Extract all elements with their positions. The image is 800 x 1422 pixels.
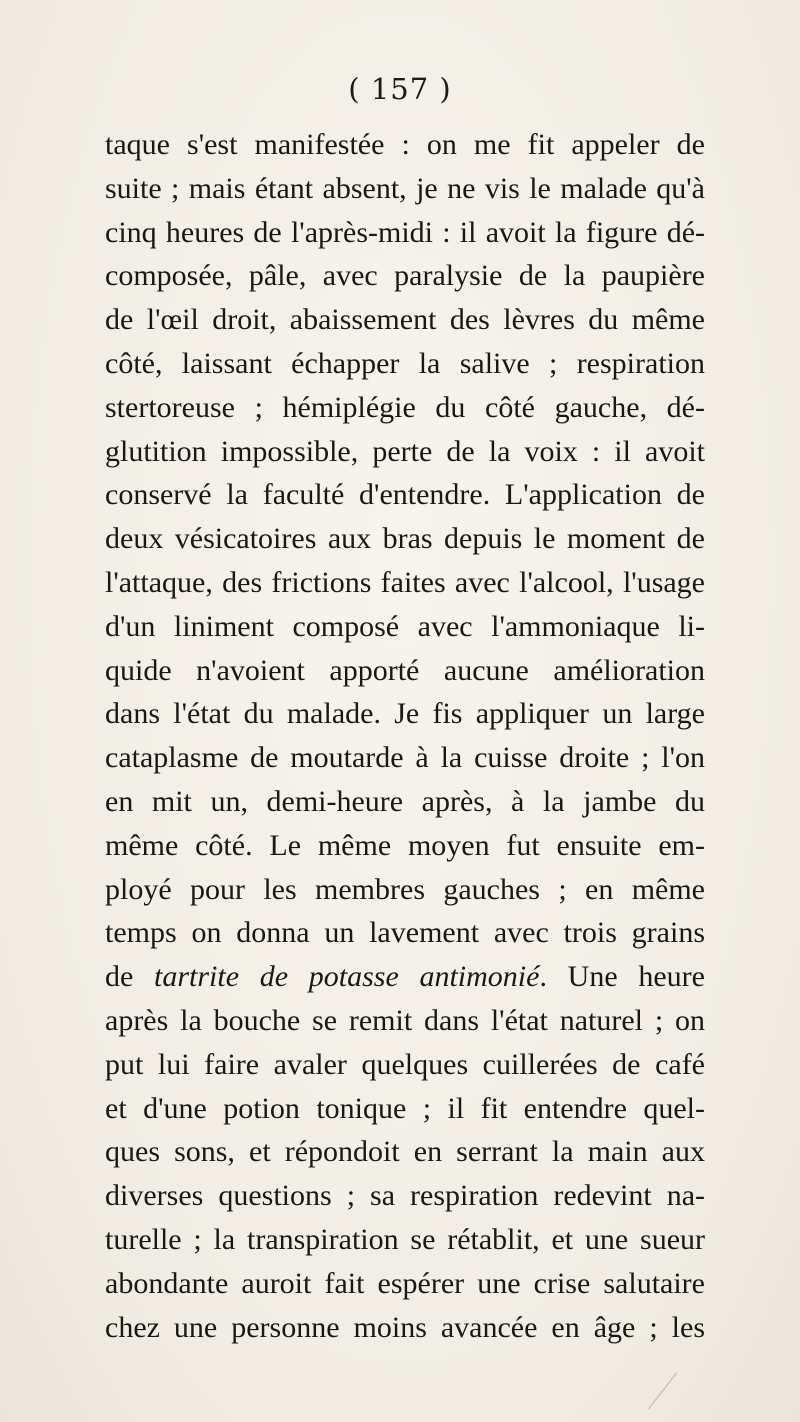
text-line: abondante auroit fait espérer une crise salutaire [105,1266,705,1300]
text-line: dans l'état du malade. Je fis appliquer un large [105,697,705,731]
text-line: put lui faire avaler quelques cuillerées de café [105,1047,705,1081]
line-suffix: . Une heure [539,960,705,994]
stray-pen-mark [648,1373,677,1410]
text-line: ployé pour les membres gauches ; en même [105,872,705,906]
line-prefix: de [105,960,155,994]
text-line: en mit un, demi-heure après, à la jambe du [105,784,705,818]
text-line: taque s'est manifestée : on me fit appeler de [105,128,705,161]
italic-term: tartrite de potasse antimonié [154,960,540,994]
text-line: chez une personne moins avancée en âge ; les [105,1310,705,1344]
body-text [105,123,705,1349]
text-line: temps on donna un lavement avec trois grains [105,916,705,950]
page-number: ( 157 ) [348,72,452,106]
text-line: turelle ; la transpiration se rétablit, et une sueur [105,1222,705,1256]
text-line: glutition impossible, perte de la voix : il avoit [105,434,705,468]
text-line: même côté. Le même moyen fut ensuite em- [105,828,705,862]
text-line: d'un liniment composé avec l'ammoniaque li- [105,609,705,643]
text-line: et d'une potion tonique ; il fit entendre quel- [105,1091,705,1125]
text-line: suite ; mais étant absent, je ne vis le malade qu'à [105,171,705,205]
text-line: conservé la faculté d'entendre. L'application de [105,478,705,512]
text-line: cinq heures de l'après-midi : il avoit la figure dé- [105,215,705,249]
text-line: de l'œil droit, abaissement des lèvres du même [105,303,705,337]
text-line: ques sons, et répondoit en serrant la main aux [105,1135,705,1169]
text-line: cataplasme de moutarde à la cuisse droite ; l'on [105,741,705,775]
text-line: deux vésicatoires aux bras depuis le moment de [105,522,705,556]
text-line: diverses questions ; sa respiration redevint na- [105,1179,705,1213]
text-line: stertoreuse ; hémiplégie du côté gauche, dé- [105,390,705,424]
text-line: côté, laissant échapper la salive ; respiration [105,346,705,380]
text-line: après la bouche se remit dans l'état naturel ; on [105,1003,705,1037]
text-line: quide n'avoient apporté aucune amélioration [105,653,705,687]
text-line-with-italic [105,955,705,999]
text-line: composée, pâle, avec paralysie de la paupière [105,259,705,293]
text-line: l'attaque, des frictions faites avec l'alcool, l'usage [105,565,705,599]
